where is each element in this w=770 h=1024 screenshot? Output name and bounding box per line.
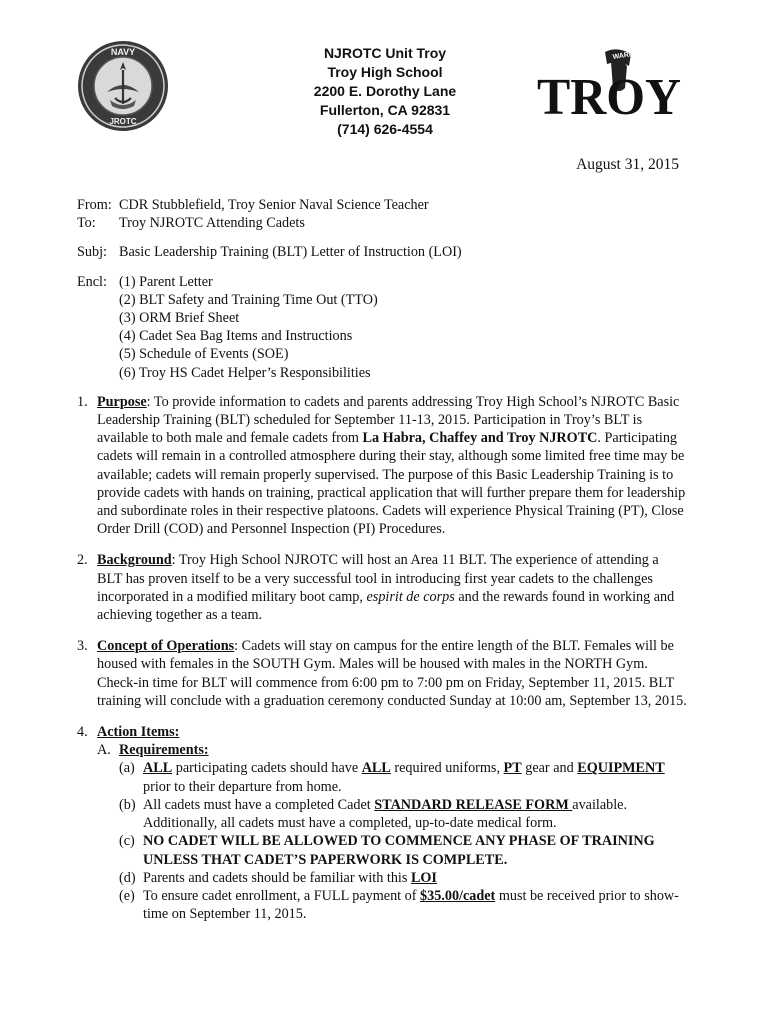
enclosures-label: Encl: — [77, 273, 107, 290]
enclosure-item: (5) Schedule of Events (SOE) — [119, 346, 289, 363]
purpose-schools: La Habra, Chaffey and Troy NJROTC — [362, 430, 598, 447]
subject-line — [77, 243, 687, 261]
letterhead-street: 2200 E. Dorothy Lane — [313, 83, 457, 99]
paragraph-number: 1. — [77, 393, 88, 410]
emphasis-all: ALL — [143, 760, 173, 777]
requirement-label: (e) — [119, 887, 135, 904]
requirement-d — [119, 869, 687, 887]
requirements-heading: Requirements: — [119, 742, 209, 759]
requirement-a — [119, 759, 687, 795]
troy-wordmark: TROY — [537, 69, 681, 120]
emphasis-equipment: EQUIPMENT — [577, 760, 665, 777]
requirement-text: To ensure cadet enrollment, a FULL payment of — [143, 887, 421, 904]
background-text-a: : Troy High School NJROTC will host an Area 11 BLT. The experience of attending a BLT has proven itself to be a very successful tool in introducing first year cadets to the challenges incorporated in a modified military boot camp, — [97, 552, 659, 605]
enclosures — [77, 273, 687, 382]
paragraph-concept-of-operations — [77, 637, 687, 710]
emphasis-payment-amount: $35.00/cadet — [420, 887, 496, 904]
paragraph-action-items — [77, 723, 687, 923]
paragraph-number: 3. — [77, 638, 88, 655]
memo-body — [77, 196, 687, 923]
background-text-b: and the rewards found in working and achieving together as a team. — [97, 588, 675, 624]
emphasis-pt: PT — [503, 760, 522, 777]
purpose-heading: Purpose — [97, 393, 147, 410]
paragraph-background — [77, 551, 687, 624]
enclosure-item: (1) Parent Letter — [119, 273, 213, 290]
purpose-text-b: . Participating cadets will remain in a controlled atmosphere during their stay, although some limited free time may be available; cadets will remain properly supervised. The purpose of this Basic Leadership Training is to provide cadets with hands on training, practical application that will further prepare them for leadership and subordinate roles in their respective platoons. Cadets will experience Physical Training (PT), Close Order Drill (COD) and Personnel Inspection (PI) Procedures. — [97, 430, 686, 538]
from-line — [77, 196, 687, 214]
requirement-text: required uniforms, — [390, 760, 504, 777]
paragraph-number: 2. — [77, 552, 88, 569]
emphasis-all: ALL — [361, 760, 391, 777]
emphasis-loi: LOI — [410, 869, 437, 886]
requirement-text: available. Additionally, all cadets must have a completed, up-to-date medical form. — [143, 796, 628, 832]
requirements-section — [97, 741, 687, 923]
to-value: Troy NJROTC Attending Cadets — [119, 215, 305, 232]
requirements-label: A. — [97, 742, 111, 759]
enclosure-item: (2) BLT Safety and Training Time Out (TTO) — [119, 291, 378, 308]
letter-date: August 31, 2015 — [576, 156, 679, 173]
to-line — [77, 214, 687, 232]
requirement-label: (b) — [119, 796, 136, 813]
background-heading: Background — [97, 552, 172, 569]
enclosure-item: (6) Troy HS Cadet Helper’s Responsibilities — [119, 364, 371, 381]
seal-top-text: NAVY — [110, 47, 136, 57]
requirement-text: prior to their departure from home. — [143, 778, 342, 795]
enclosure-item: (3) ORM Brief Sheet — [119, 310, 240, 327]
requirement-label: (a) — [119, 760, 135, 777]
from-value: CDR Stubblefield, Troy Senior Naval Science Teacher — [119, 197, 429, 213]
letterhead-school: Troy High School — [327, 64, 443, 80]
concept-heading: Concept of Operations — [97, 638, 235, 655]
subject-value: Basic Leadership Training (BLT) Letter of Instruction (LOI) — [119, 244, 462, 261]
requirement-text: must be received prior to show-time on September 11, 2015. — [143, 887, 679, 923]
subject-label: Subj: — [77, 244, 107, 261]
letterhead-city: Fullerton, CA 92831 — [319, 102, 451, 118]
requirement-text: Parents and cadets should be familiar with this — [143, 869, 411, 886]
purpose-text-a: : To provide information to cadets and parents addressing Troy High School’s NJROTC Basic Leadership Training (BLT) scheduled for September 11-13, 2015. Participation in Troy’s BLT is available to both male and female cadets from — [97, 393, 680, 447]
paragraph-purpose — [77, 393, 687, 539]
action-items-heading: Action Items: — [97, 724, 180, 741]
troy-arc-text: WARRIORS — [612, 48, 652, 61]
letterhead-phone: (714) 626-4554 — [337, 121, 433, 137]
concept-text: : Cadets will stay on campus for the entire length of the BLT. Females will be housed with females in the SOUTH Gym. Males will be housed with males in the NORTH Gym. Check-in time for BLT will commence from 6:00 pm to 7:00 pm on Friday, September 11, 2015. BLT training will conclude with a graduation ceremony conducted Sunday at 10:00 am, September 13, 2015. — [97, 638, 687, 709]
letterhead-unit: NJROTC Unit Troy — [323, 45, 447, 61]
requirement-label: (c) — [119, 833, 135, 850]
enclosure-list — [119, 273, 378, 382]
paragraph-number: 4. — [77, 724, 88, 741]
requirement-text: All cadets must have a completed Cadet — [143, 796, 375, 813]
requirement-e — [119, 887, 687, 923]
requirement-b — [119, 796, 687, 832]
requirement-label: (d) — [119, 869, 136, 886]
requirement-c — [119, 832, 687, 868]
requirement-text: participating cadets should have — [172, 760, 362, 777]
troy-warriors-logo — [535, 48, 683, 120]
emphasis-release-form: STANDARD RELEASE FORM — [374, 796, 573, 813]
requirement-text: NO CADET WILL BE ALLOWED TO COMMENCE ANY PHASE OF TRAINING UNLESS THAT CADET’S PAPERWORK IS COMPLETE. — [143, 833, 655, 868]
from-label: From: — [77, 197, 112, 213]
to-label: To: — [77, 215, 96, 232]
seal-bottom-text: JROTC — [109, 117, 137, 126]
requirement-text: gear and — [521, 760, 578, 777]
background-italic: espirit de corps — [366, 588, 455, 605]
enclosure-item: (4) Cadet Sea Bag Items and Instructions — [119, 328, 353, 345]
